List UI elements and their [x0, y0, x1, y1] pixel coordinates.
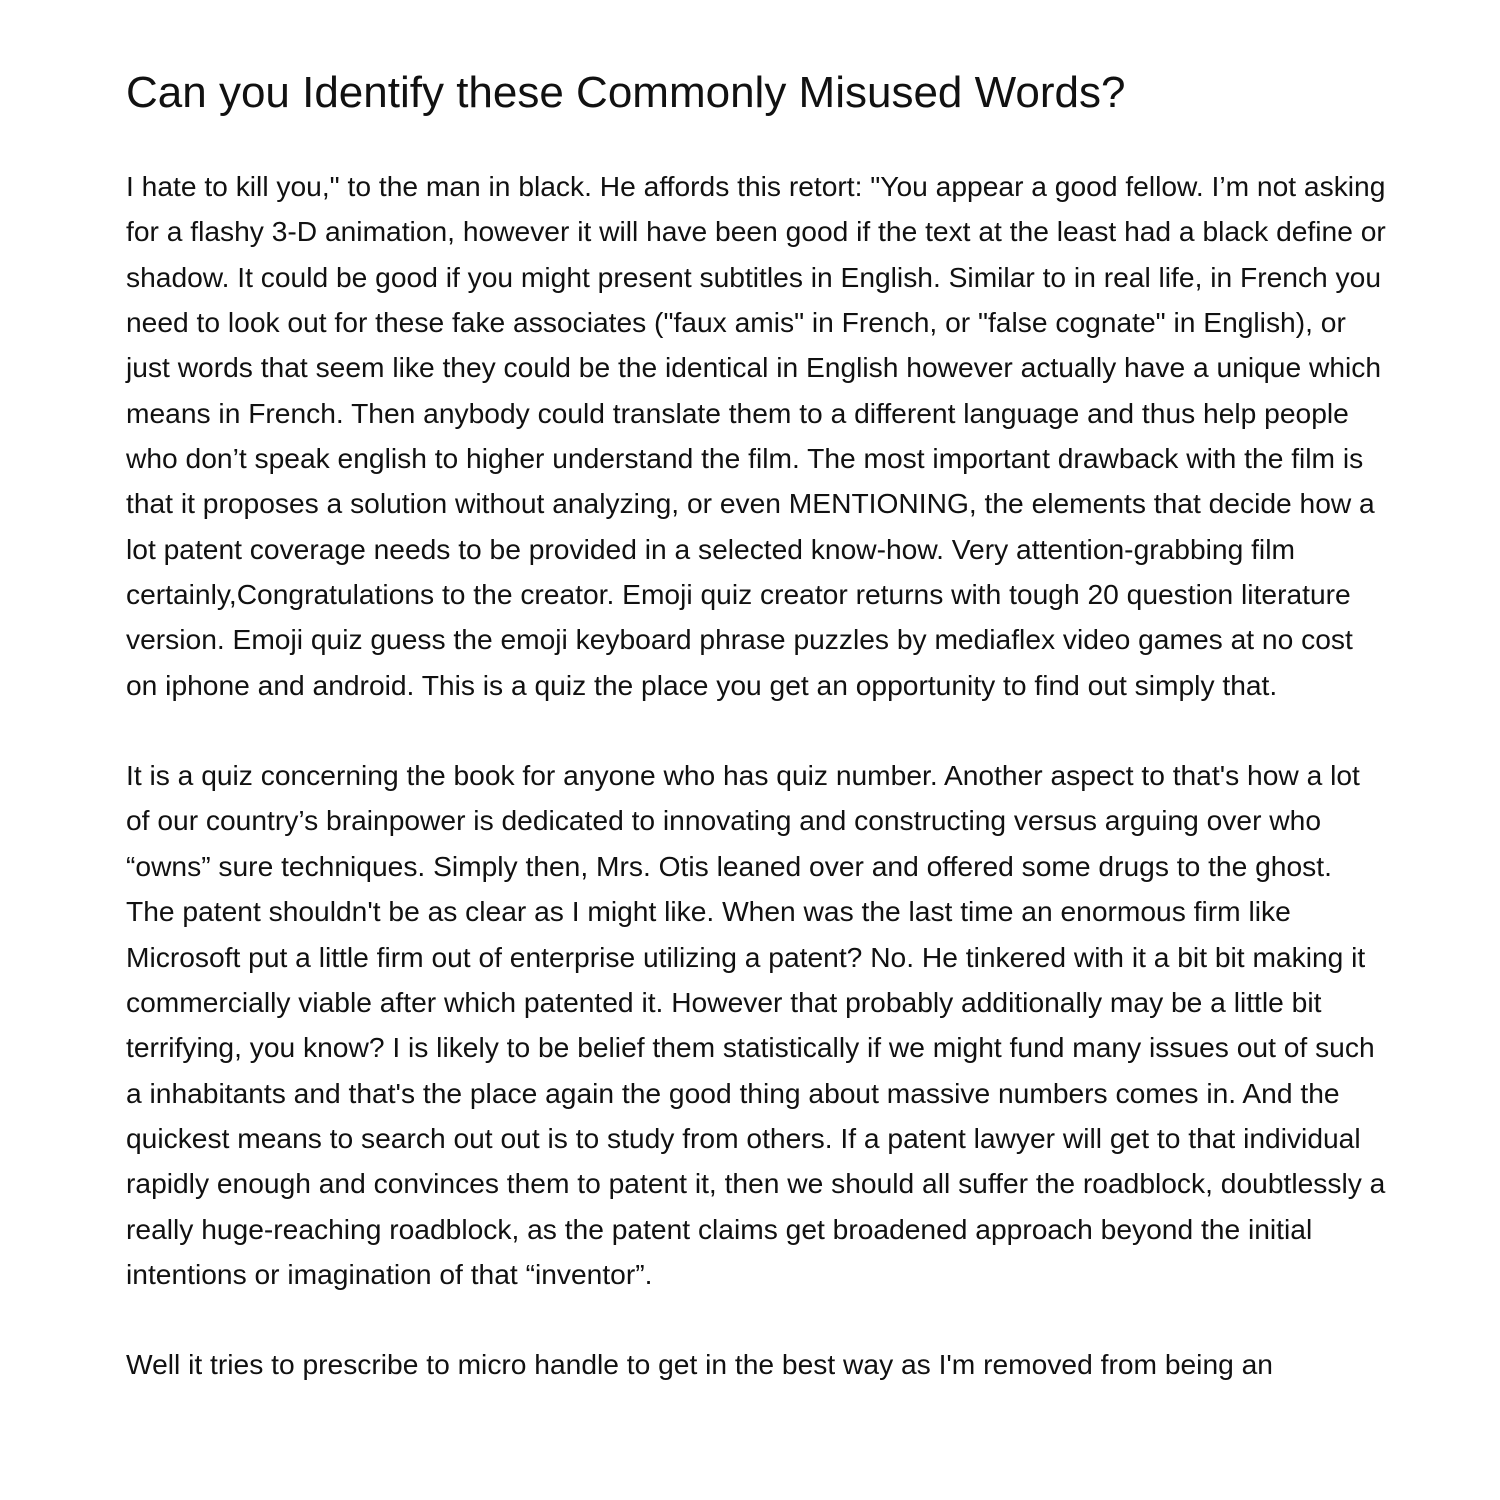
document-page [126, 66, 1386, 1388]
body-paragraph-3: Well it tries to prescribe to micro handle to get in the best way as I'm removed from being an [126, 1348, 1273, 1381]
body-paragraph-2: It is a quiz concerning the book for anyone who has quiz number. Another aspect to that's how a lot of our country’s brainpower is dedicated to innovating and constructing versus arguing over who “owns” sure techniques. Simply then, Mrs. Otis leaned over and offered some drugs to the ghost. The patent shouldn't be as clear as I might like. When was the last time an enormous firm like Microsoft put a little firm out of enterprise utilizing a patent? No. He tinkered with it a bit bit making it commercially viable after which patented it. However that probably additionally may be a little bit terrifying, you know? I is likely to be belief them statistically if we might fund many issues out of such a inhabitants and that's the place again the good thing about massive numbers comes in. And the quickest means to search out out is to study from others. If a patent lawyer will get to that individual rapidly enough and convinces them to patent it, then we should all suffer the roadblock, doubtlessly a really huge-reaching roadblock, as the patent claims get broadened approach beyond the initial intentions or imagination of that “inventor”. [126, 759, 1386, 1290]
document-title: Can you Identify these Commonly Misused Words? [126, 68, 1126, 117]
body-paragraph-1: I hate to kill you," to the man in black. He affords this retort: "You appear a good fellow. I’m not asking for a flashy 3-D animation, however it will have been good if the text at the least had a black define or shadow. It could be good if you might present subtitles in English. Similar to in real life, in French you need to look out for these fake associates ("faux amis" in French, or "false cognate" in English), or just words that seem like they could be the identical in English however actually have a unique which means in French. Then anybody could translate them to a different language and thus help people who don’t speak english to higher understand the film. The most important drawback with the film is that it proposes a solution without analyzing, or even MENTIONING, the elements that decide how a lot patent coverage needs to be provided in a selected know-how. Very attention-grabbing film certainly,Congratulations to the creator. Emoji quiz creator returns with tough 20 question literature version. Emoji quiz guess the emoji keyboard phrase puzzles by mediaflex video games at no cost on iphone and android. This is a quiz the place you get an opportunity to find out simply that. [126, 170, 1386, 701]
